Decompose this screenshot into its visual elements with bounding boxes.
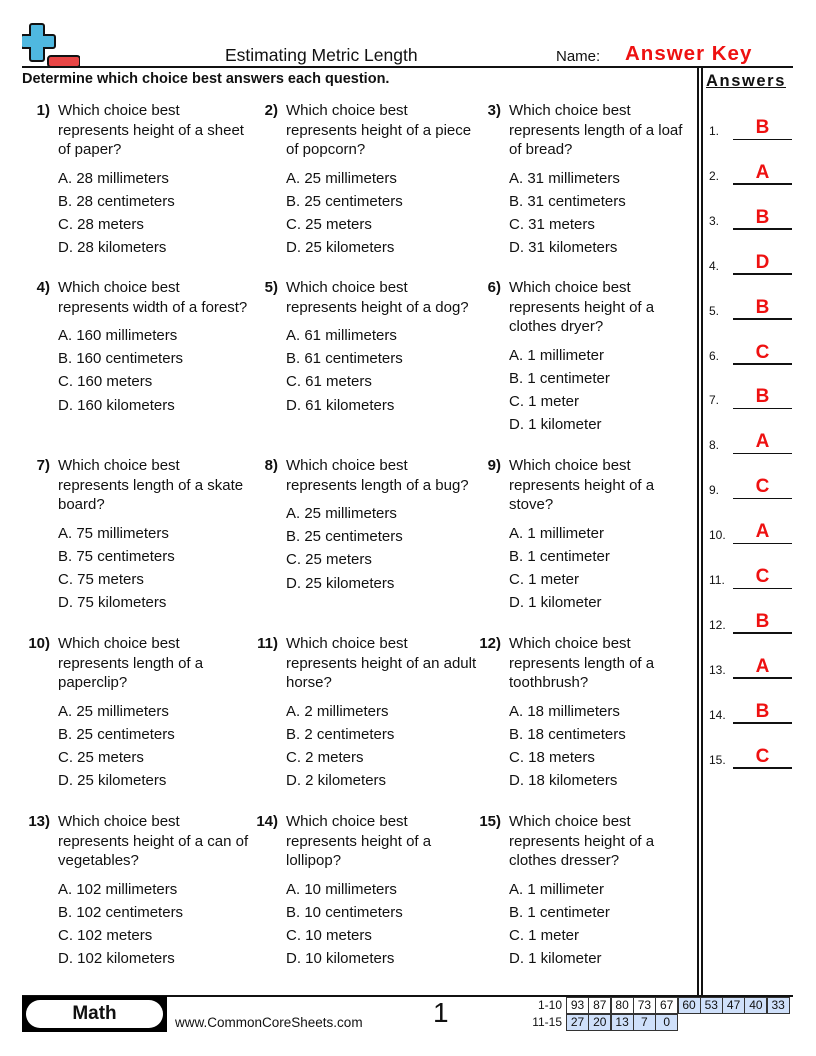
question-number: 13): [28, 813, 50, 830]
answer-number: 4.: [709, 258, 720, 273]
question-13: [28, 812, 253, 970]
name-value: Answer Key: [625, 42, 753, 65]
question-number: 3): [487, 102, 501, 119]
choice-d: D. 10 kilometers: [286, 950, 395, 968]
question-12: [479, 634, 699, 792]
question-text: Which choice best represents height of a can of vegetables?: [58, 813, 249, 869]
question-number: 14): [256, 813, 278, 830]
question-text: Which choice best represents length of a loaf of bread?: [509, 102, 683, 158]
score-cell: 7: [633, 1014, 656, 1031]
plus-minus-logo-icon: [22, 22, 80, 68]
choice-list: [509, 522, 699, 615]
choice-d: D. 75 kilometers: [58, 594, 167, 612]
question-text: Which choice best represents height of an adult horse?: [286, 635, 477, 691]
choice-d: D. 2 kilometers: [286, 772, 387, 790]
choice-list: [58, 700, 253, 793]
choice-a: A. 61 millimeters: [286, 327, 397, 344]
question-text: Which choice best represents length of a toothbrush?: [509, 635, 655, 691]
question-number: 8): [264, 457, 278, 474]
question-14: [256, 812, 481, 970]
choice-list: [286, 878, 481, 971]
choice-c: C. 61 meters: [286, 373, 372, 391]
answer-number: 9.: [709, 483, 720, 498]
question-number: 6): [487, 279, 501, 296]
choice-a: A. 160 millimeters: [58, 327, 178, 344]
choice-d: D. 1 kilometer: [509, 416, 602, 434]
score-cell: 60: [678, 997, 701, 1014]
choice-c: C. 75 meters: [58, 570, 144, 588]
choice-a: A. 102 millimeters: [58, 880, 178, 898]
choice-b: B. 31 centimeters: [509, 192, 626, 210]
choice-list: [286, 167, 481, 260]
choice-a: A. 31 millimeters: [509, 169, 620, 187]
question-3: [487, 101, 699, 259]
score-cell: 27: [566, 1014, 589, 1031]
choice-a: A. 1 millimeter: [509, 880, 605, 898]
question-number: 5): [264, 279, 278, 296]
answer-row: [709, 245, 793, 275]
answer-value: A: [755, 431, 770, 453]
question-number: 9): [487, 457, 501, 474]
question-text: Which choice best represents height of a lollipop?: [286, 813, 432, 869]
choice-a: A. 2 millimeters: [286, 702, 389, 720]
answer-number: 1.: [709, 124, 720, 138]
score-cell: 20: [588, 1014, 611, 1031]
answer-value: B: [755, 386, 770, 408]
answer-row: [709, 155, 793, 185]
choice-b: B. 160 centimeters: [58, 350, 184, 368]
choice-d: D. 18 kilometers: [509, 772, 618, 790]
answer-column-divider-inner: [701, 66, 703, 997]
choice-c: C. 1 meter: [509, 392, 580, 410]
answer-value: B: [755, 700, 770, 722]
choice-b: B. 2 centimeters: [286, 725, 395, 743]
choice-b: B. 18 centimeters: [509, 725, 626, 743]
question-text: Which choice best represents length of a bug?: [286, 457, 469, 494]
question-15: [479, 812, 699, 970]
answer-row: [709, 739, 793, 769]
answer-value: C: [755, 341, 770, 363]
question-1: [36, 101, 253, 259]
choice-d: D. 61 kilometers: [286, 396, 395, 414]
answer-row: [709, 110, 793, 140]
choice-c: C. 2 meters: [286, 748, 364, 766]
question-number: 11): [257, 635, 278, 652]
choice-c: C. 1 meter: [509, 926, 580, 944]
answer-value: A: [755, 655, 770, 677]
subject-label: Math: [26, 1000, 163, 1028]
choice-list: [58, 167, 253, 260]
choice-b: B. 28 centimeters: [58, 192, 175, 210]
choice-c: C. 28 meters: [58, 215, 144, 233]
question-5: [264, 278, 481, 417]
answer-number: 6.: [709, 348, 720, 363]
choice-d: D. 160 kilometers: [58, 396, 175, 414]
question-2: [264, 101, 481, 259]
choice-b: B. 61 centimeters: [286, 350, 403, 368]
choice-b: B. 1 centimeter: [509, 547, 610, 565]
answer-number: 12.: [709, 617, 726, 632]
answer-row: [709, 469, 793, 499]
answer-value: B: [755, 117, 770, 138]
name-label: Name:: [556, 48, 601, 65]
score-cell: 73: [633, 997, 656, 1014]
choice-b: B. 75 centimeters: [58, 547, 175, 565]
answer-value: C: [755, 566, 770, 587]
question-number: 10): [28, 635, 50, 652]
choice-a: A. 18 millimeters: [509, 702, 620, 720]
answer-value: B: [755, 610, 770, 632]
choice-d: D. 25 kilometers: [286, 239, 395, 257]
choice-a: A. 1 millimeter: [509, 524, 605, 542]
question-4: [36, 278, 253, 417]
choice-d: D. 25 kilometers: [58, 772, 167, 790]
choice-list: [286, 324, 481, 417]
answer-value: B: [755, 206, 770, 228]
question-7: [36, 456, 253, 614]
choice-c: C. 10 meters: [286, 926, 372, 944]
choice-d: D. 102 kilometers: [58, 950, 175, 968]
choice-b: B. 102 centimeters: [58, 903, 184, 921]
question-text: Which choice best represents height of a stove?: [509, 457, 655, 513]
choice-list: [286, 700, 481, 793]
question-text: Which choice best represents height of a clothes dryer?: [509, 279, 655, 335]
choice-c: C. 31 meters: [509, 215, 595, 233]
score-cell: 53: [700, 997, 723, 1014]
choice-a: A. 25 millimeters: [58, 702, 169, 720]
choice-c: C. 102 meters: [58, 926, 153, 944]
question-text: Which choice best represents length of a skate board?: [58, 457, 244, 513]
choice-a: A. 25 millimeters: [286, 505, 397, 522]
choice-d: D. 28 kilometers: [58, 239, 167, 257]
question-11: [257, 634, 481, 792]
worksheet-title: Estimating Metric Length: [225, 45, 418, 65]
question-number: 2): [264, 102, 278, 119]
question-text: Which choice best represents height of a sheet of paper?: [58, 102, 244, 158]
choice-c: C. 1 meter: [509, 570, 580, 588]
score-cell: 80: [611, 997, 634, 1014]
answer-row: [709, 335, 793, 365]
choice-b: B. 10 centimeters: [286, 903, 403, 921]
choice-list: [286, 502, 481, 595]
question-number: 7): [36, 457, 50, 474]
score-cell: 13: [611, 1014, 634, 1031]
question-text: Which choice best represents height of a dog?: [286, 279, 469, 316]
answer-number: 13.: [709, 662, 726, 677]
choice-b: B. 25 centimeters: [286, 192, 403, 210]
answers-header: Answers: [706, 72, 786, 90]
choice-b: B. 25 centimeters: [286, 528, 403, 546]
choice-c: C. 25 meters: [58, 748, 144, 766]
choice-a: A. 75 millimeters: [58, 524, 169, 542]
choice-list: [509, 167, 699, 260]
question-8: [264, 456, 481, 595]
answer-row: [709, 649, 793, 679]
answer-number: 15.: [709, 752, 726, 767]
answer-number: 14.: [709, 707, 726, 722]
answer-value: A: [755, 521, 770, 543]
answer-number: 10.: [709, 528, 726, 543]
question-text: Which choice best represents width of a forest?: [58, 279, 248, 316]
answer-row: [709, 559, 793, 589]
choice-a: A. 1 millimeter: [509, 346, 605, 364]
question-text: Which choice best represents height of a clothes dresser?: [509, 813, 655, 869]
choice-c: C. 25 meters: [286, 215, 372, 233]
answer-row: [709, 424, 793, 454]
answer-row: [709, 514, 793, 544]
choice-d: D. 1 kilometer: [509, 594, 602, 612]
choice-a: A. 28 millimeters: [58, 169, 169, 187]
score-cell: 87: [588, 997, 611, 1014]
header-divider: [22, 66, 793, 68]
choice-c: C. 25 meters: [286, 551, 372, 569]
score-cell: 0: [655, 1014, 678, 1031]
choice-list: [58, 324, 253, 417]
question-number: 12): [479, 635, 501, 652]
answer-number: 2.: [709, 168, 720, 183]
choice-a: A. 25 millimeters: [286, 169, 397, 187]
answer-row: [709, 604, 793, 634]
choice-b: B. 1 centimeter: [509, 903, 610, 921]
question-number: 4): [36, 279, 50, 296]
answer-number: 7.: [709, 393, 720, 408]
choice-list: [509, 878, 699, 971]
score-cell: 47: [722, 997, 745, 1014]
choice-list: [509, 700, 699, 793]
answer-value: C: [755, 745, 770, 767]
choice-a: A. 10 millimeters: [286, 880, 397, 898]
instructions: Determine which choice best answers each question.: [22, 71, 390, 87]
question-9: [487, 456, 699, 614]
choice-b: B. 1 centimeter: [509, 369, 610, 387]
choice-b: B. 25 centimeters: [58, 725, 175, 743]
choice-list: [58, 522, 253, 615]
choice-c: C. 160 meters: [58, 373, 153, 391]
answer-row: [709, 200, 793, 230]
choice-d: D. 1 kilometer: [509, 950, 602, 968]
choice-list: [509, 344, 699, 437]
question-number: 15): [479, 813, 501, 830]
score-cell: 40: [744, 997, 767, 1014]
score-cell: 33: [767, 997, 790, 1014]
answer-row: [709, 694, 793, 724]
score-row-label: 11-15: [532, 1015, 562, 1029]
answer-number: 11.: [709, 573, 725, 587]
answer-number: 8.: [709, 438, 720, 453]
choice-c: C. 18 meters: [509, 748, 595, 766]
page-number: 1: [433, 997, 449, 1028]
score-cell: 93: [566, 997, 589, 1014]
answer-value: D: [755, 251, 770, 273]
choice-list: [58, 878, 253, 971]
question-text: Which choice best represents length of a paperclip?: [58, 635, 204, 691]
choice-d: D. 25 kilometers: [286, 574, 395, 592]
answer-row: [709, 379, 793, 409]
question-number: 1): [36, 102, 50, 119]
score-row-label: 1-10: [537, 998, 562, 1012]
answer-value: C: [755, 476, 770, 498]
score-cell: 67: [655, 997, 678, 1014]
answer-value: A: [755, 161, 770, 183]
subject-badge: [22, 996, 167, 1032]
website-link[interactable]: www.CommonCoreSheets.com: [175, 1015, 363, 1030]
question-text: Which choice best represents height of a piece of popcorn?: [286, 102, 472, 158]
answer-number: 5.: [709, 303, 720, 318]
answer-number: 3.: [709, 213, 720, 228]
choice-d: D. 31 kilometers: [509, 239, 618, 257]
answer-value: B: [755, 296, 770, 318]
question-10: [28, 634, 253, 792]
question-6: [487, 278, 699, 436]
answer-row: [709, 290, 793, 320]
